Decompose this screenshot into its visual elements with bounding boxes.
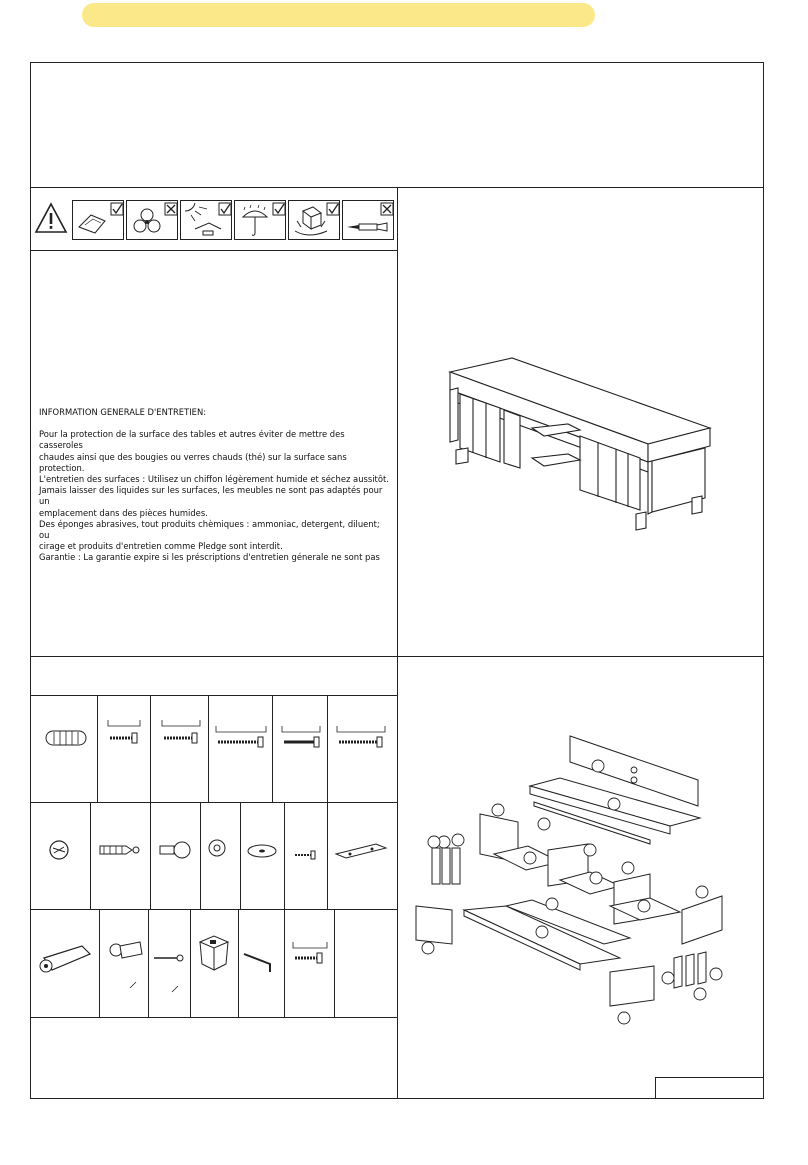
care-line: emplacement dans des pièces humides. <box>39 507 208 518</box>
mounting-bracket-icon <box>332 840 390 864</box>
care-line: Jamais laisser des liquides sur les surfaces, les meubles ne sont pas adaptés pour un <box>39 485 383 507</box>
divider-middle <box>30 656 764 657</box>
screw-short-icon <box>104 718 146 748</box>
washer-icon <box>246 843 280 859</box>
warning-triangle-icon <box>34 202 68 234</box>
wood-dowel-icon <box>44 728 90 748</box>
soft-cloth-icon <box>72 200 124 240</box>
sunlight-icon <box>180 200 232 240</box>
small-screw-icon <box>293 848 323 862</box>
divider-warnings <box>30 250 398 251</box>
exploded-parts-diagram <box>410 730 760 1030</box>
care-line: chaudes ainsi que des bougies ou verres chauds (thé) sur la surface sans protection. <box>39 451 347 473</box>
care-line: cirage et produits d'entretien comme Pledge sont interdit. <box>39 541 283 552</box>
care-line: L'entretien des surfaces : Utilisez un chiffon légèrement humide et séchez aussitôt. <box>39 474 389 485</box>
cam-lock-icon <box>44 838 74 862</box>
wall-anchor-icon <box>96 838 142 862</box>
rail-roller-icon <box>36 944 94 978</box>
care-information <box>39 407 391 564</box>
hinge-icon <box>104 936 146 996</box>
divider-hardware-top <box>30 695 398 696</box>
divider-hardware-row2 <box>30 909 398 910</box>
highlight-bar <box>82 3 595 27</box>
tv-stand-illustration <box>440 350 720 540</box>
care-line: Des éponges abrasives, tout produits chèmiques : ammoniac, detergent, diluent; ou <box>39 518 380 541</box>
allen-key-icon <box>242 950 282 974</box>
screw-extra-long-icon <box>333 724 389 750</box>
fragile-icon <box>288 200 340 240</box>
warning-pictogram-row <box>32 198 398 242</box>
page-number-box <box>655 1077 764 1099</box>
screw-hinge-icon <box>289 940 333 968</box>
cam-bolt-icon <box>158 838 194 862</box>
care-line: Pour la protection de la surface des tables et autres éviter de mettre des casseroles <box>39 429 345 451</box>
care-line: Garantie : La garantie expire si les préscriptions d'entretien génerale ne sont pas <box>39 552 380 563</box>
humidity-icon <box>234 200 286 240</box>
divider-hardware-row1 <box>30 802 398 803</box>
furniture-leg-icon <box>196 934 232 974</box>
rubber-pad-icon <box>205 836 233 862</box>
chemicals-icon <box>126 200 178 240</box>
sharp-tool-icon <box>342 200 394 240</box>
screw-long-icon <box>212 724 270 750</box>
care-heading: INFORMATION GENERALE D'ENTRETIEN: <box>39 407 207 417</box>
nail-icon <box>152 950 188 996</box>
divider-hardware-bottom <box>30 1017 398 1018</box>
screw-medium-icon <box>158 718 204 748</box>
screw-machine-icon <box>278 724 324 750</box>
divider-center <box>397 187 398 1099</box>
